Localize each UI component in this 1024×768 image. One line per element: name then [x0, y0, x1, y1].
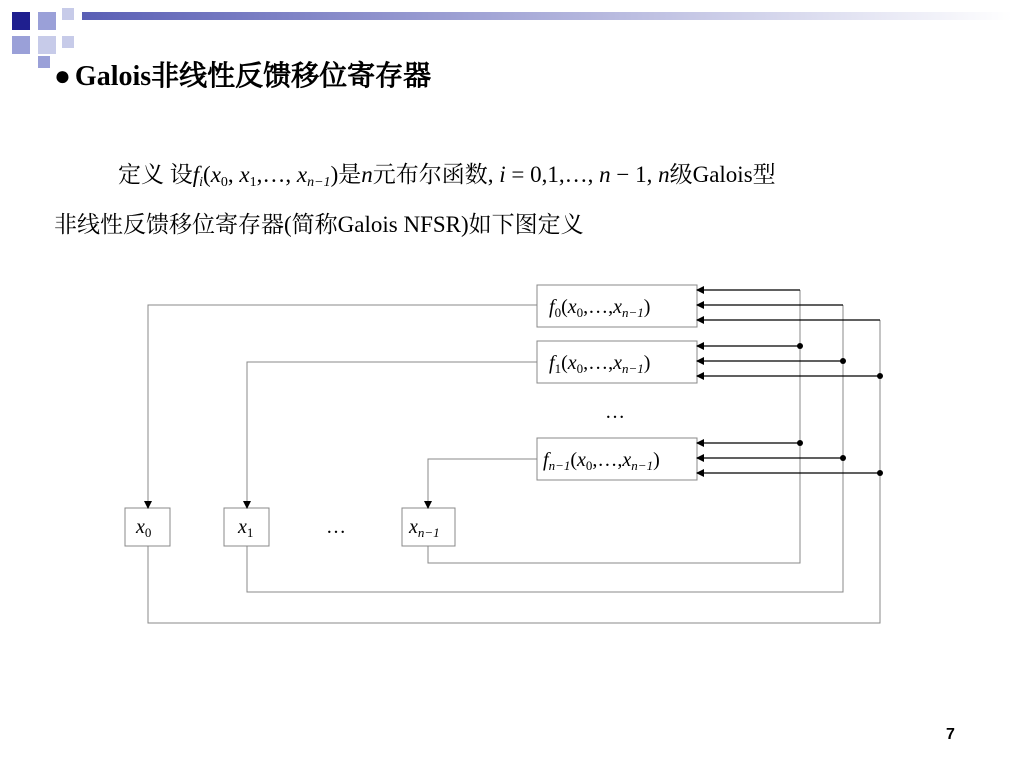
wire-fn-1-to-xn-1: [428, 459, 537, 508]
page-number: 7: [946, 726, 955, 743]
wire-f0-to-x0: [148, 305, 537, 508]
register-label-xn-1: $x_{n-1}$: [409, 516, 440, 540]
feedback-loop-xn-1: [428, 290, 800, 563]
definition-line-2: 非线性反馈移位寄存器(简称Galois NFSR)如下图定义: [54, 212, 584, 237]
function-ellipsis: …: [605, 401, 625, 423]
feedback-loop-x0: [148, 320, 880, 623]
input-arrows: [697, 290, 880, 473]
title-text: Galois非线性反馈移位寄存器: [74, 61, 432, 92]
wire-f1-to-x1: [247, 362, 537, 508]
register-label-x0: $x_0$: [136, 516, 152, 540]
register-label-x1: $x_1$: [238, 516, 254, 540]
title-bullet: ●: [54, 61, 71, 92]
register-ellipsis: …: [326, 516, 346, 538]
junction-dots: [797, 343, 883, 476]
function-label-f0: $f_0(x_0,\dots,x_{n-1})$: [549, 296, 651, 320]
function-label-fn-1: $f_{n-1}(x_0,\dots,x_{n-1})$: [543, 449, 660, 473]
definition-line-1: 定义 设$f_i(x_0$, $x_1,\dots$, $x_{n-1}$)是n元布尔函数, i = 0,1,…, n − 1, n级Galois型: [118, 162, 776, 190]
function-label-f1: $f_1(x_0,\dots,x_{n-1})$: [549, 352, 651, 376]
